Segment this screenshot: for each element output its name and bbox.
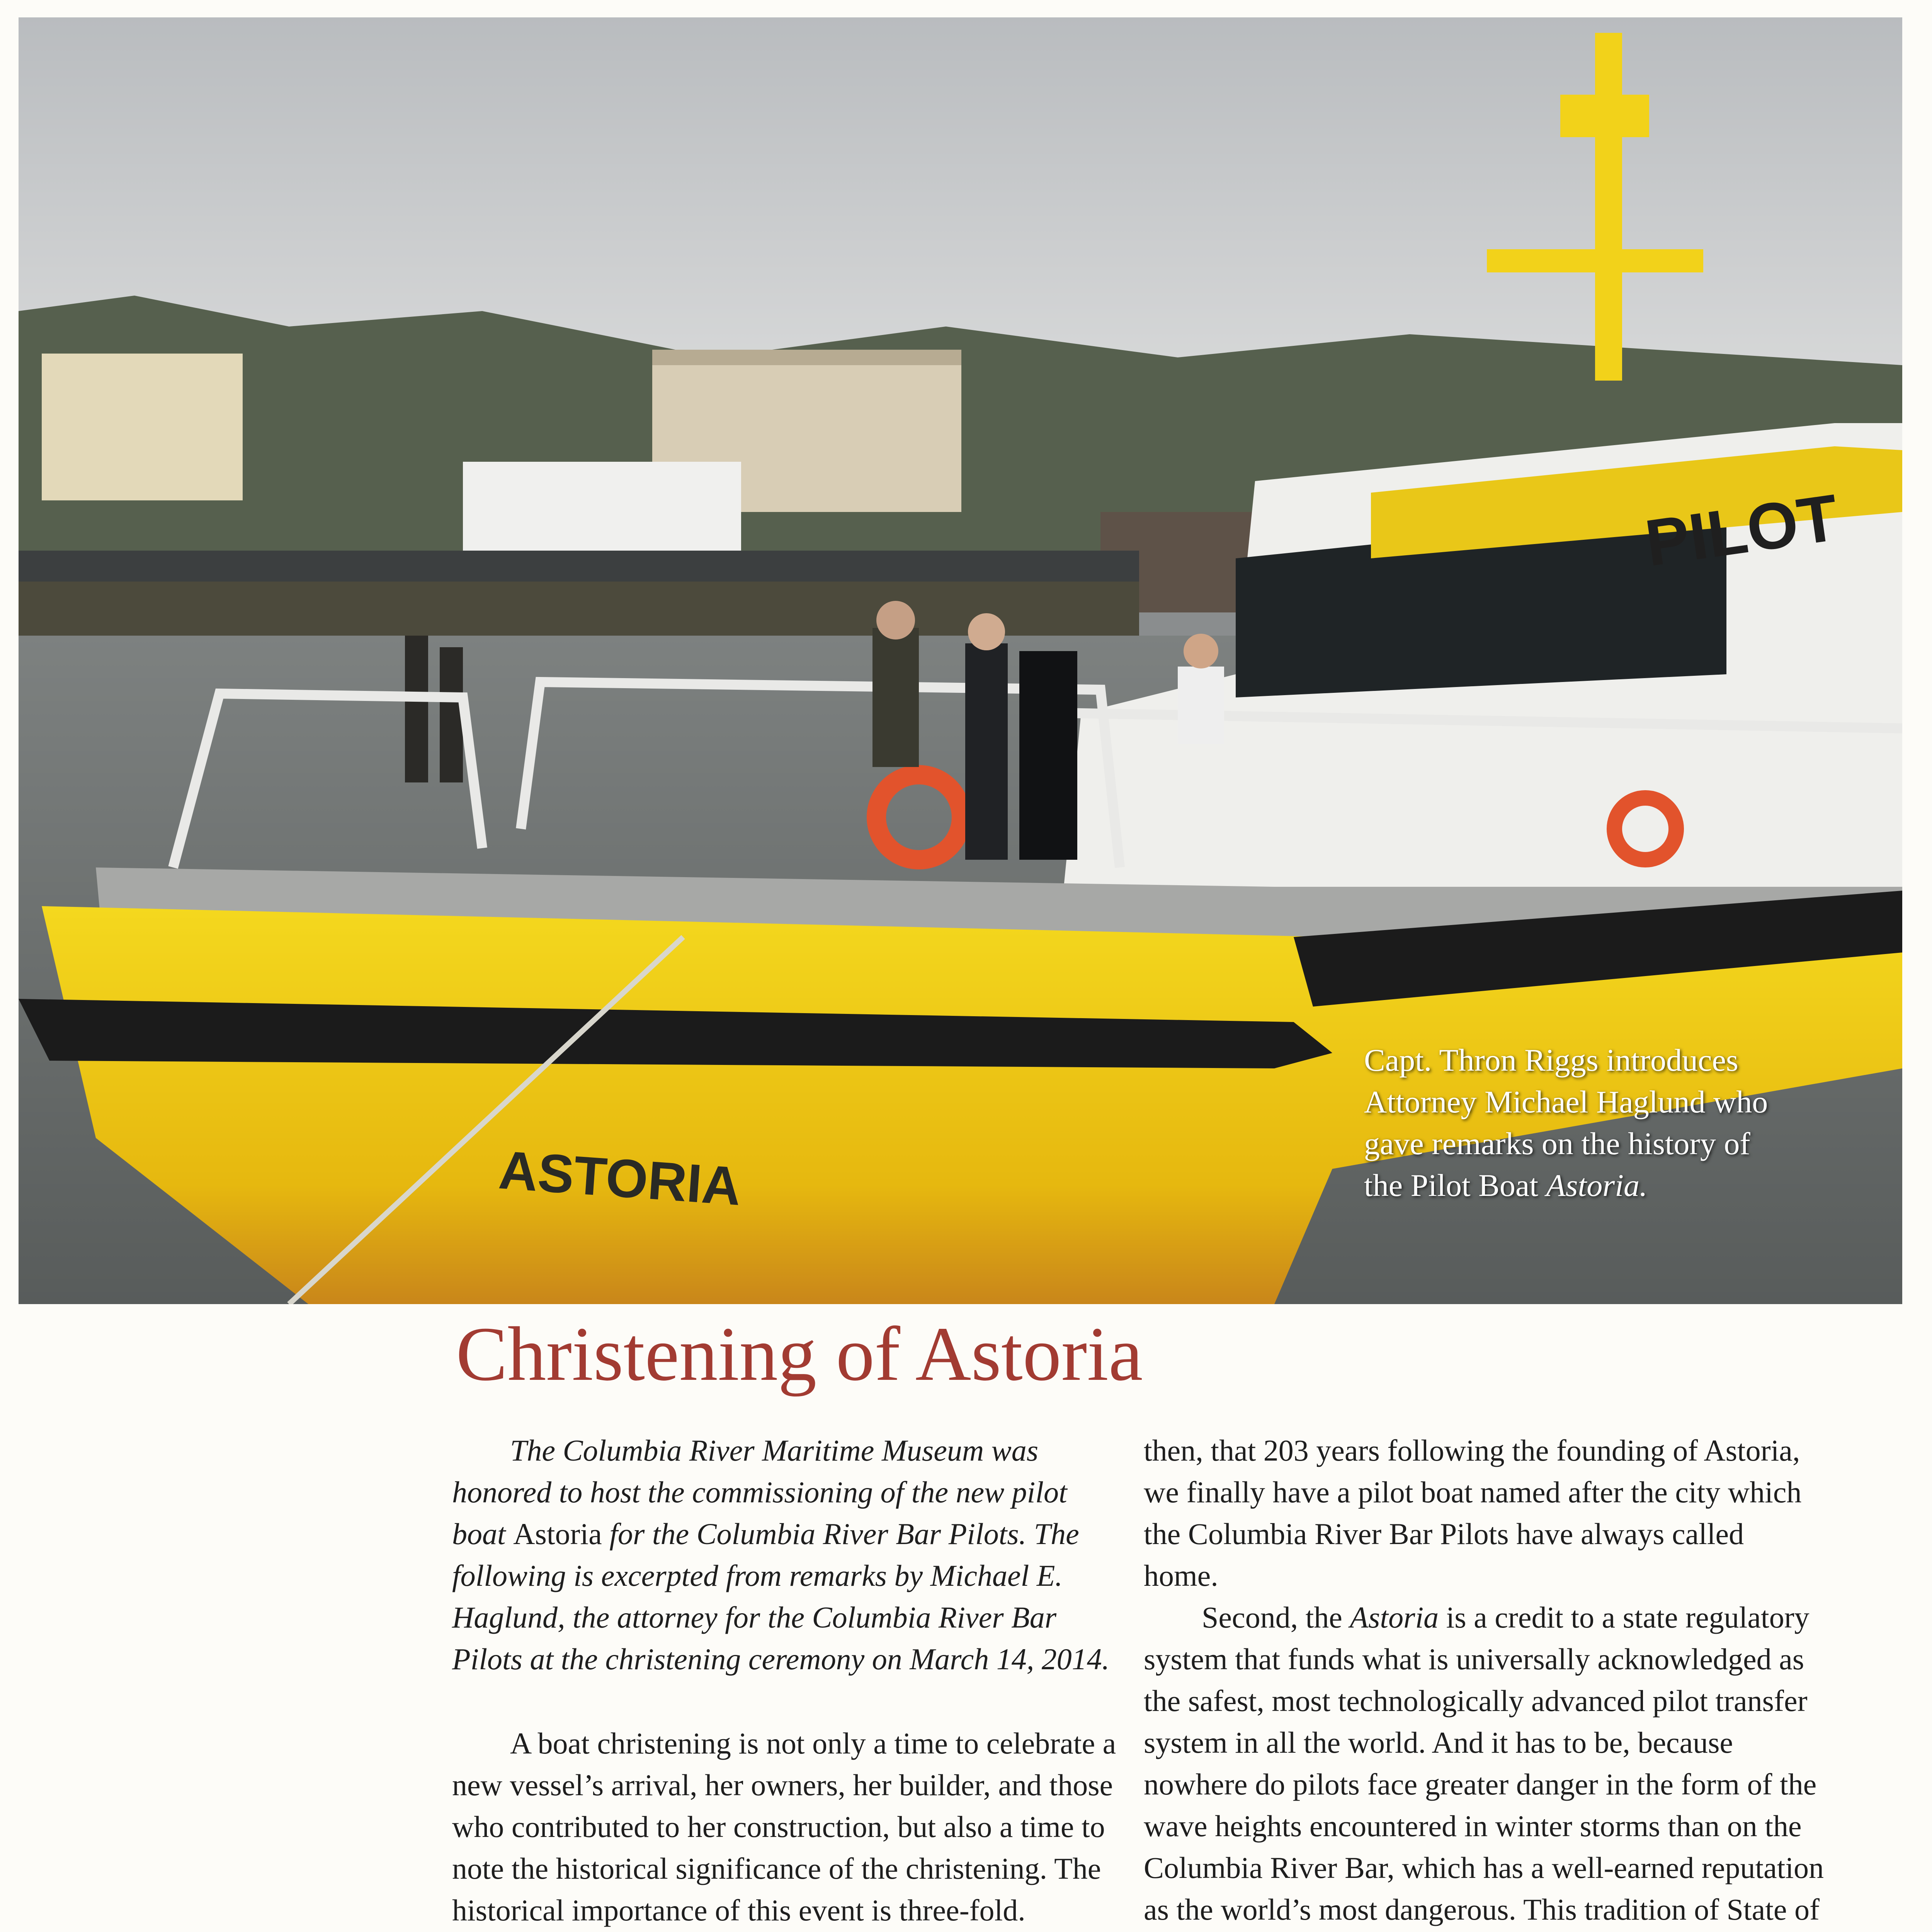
- photo-caption: [1364, 1039, 1866, 1206]
- paragraph-text: Second, the: [1202, 1600, 1350, 1634]
- article-title: Christening of Astoria: [456, 1311, 1143, 1397]
- hull-name-label: ASTORIA: [497, 1139, 743, 1217]
- caption-line: gave remarks on the history of: [1364, 1126, 1750, 1161]
- article-intro: [452, 1430, 1117, 1680]
- caption-boat-name: Astoria.: [1546, 1168, 1648, 1203]
- paragraph-gap: [452, 1680, 1117, 1723]
- article-paragraph: then, that 203 years following the founding of Astoria, we finally have a pilot boat named after the city which the Columbia River Bar Pilots have always called home.: [1144, 1434, 1802, 1592]
- intro-text: for the Columbia River Bar Pilots. The following is excerpted from remarks by Michael E. Haglund, the attorney for the Columbia River Bar Pilots at the christening ceremony on March 14, 2014.: [452, 1517, 1110, 1676]
- caption-line: Capt. Thron Riggs introduces: [1364, 1043, 1738, 1078]
- article-paragraph: A boat christening is not only a time to celebrate a new vessel’s arrival, her owners, her builder, and those who contributed to her construction, but also a time to note the historical significance of the christening. The historical importance of this event is three-fold.: [452, 1726, 1116, 1927]
- article-column-right: [1144, 1430, 1824, 1932]
- article-paragraph: [1144, 1597, 1824, 1932]
- paragraph-text: is a credit to a state regulatory system that funds what is universally acknowledged as the safest, most technologically advanced pilot transfer system in all the world. And it has to be, because nowhere do pilots face greater danger in the form of the wave heights encountered in winter storms than on the Columbia River Bar, which has a well-earned reputation as the world’s most dangerous. This tradition of State of: [1144, 1600, 1824, 1926]
- intro-boat-name: Astoria: [513, 1517, 602, 1551]
- caption-text: the Pilot Boat: [1364, 1168, 1546, 1203]
- article-column-left: [452, 1430, 1117, 1932]
- caption-line: [1364, 1165, 1866, 1206]
- cabin-pilot-label: PILOT: [1641, 480, 1843, 580]
- caption-line: Attorney Michael Haglund who: [1364, 1084, 1768, 1119]
- intro-text: The Columbia River Maritime Museum was honored to host the commissioning of the new pilot boat: [452, 1434, 1067, 1551]
- boat-name: Astoria: [1350, 1600, 1439, 1634]
